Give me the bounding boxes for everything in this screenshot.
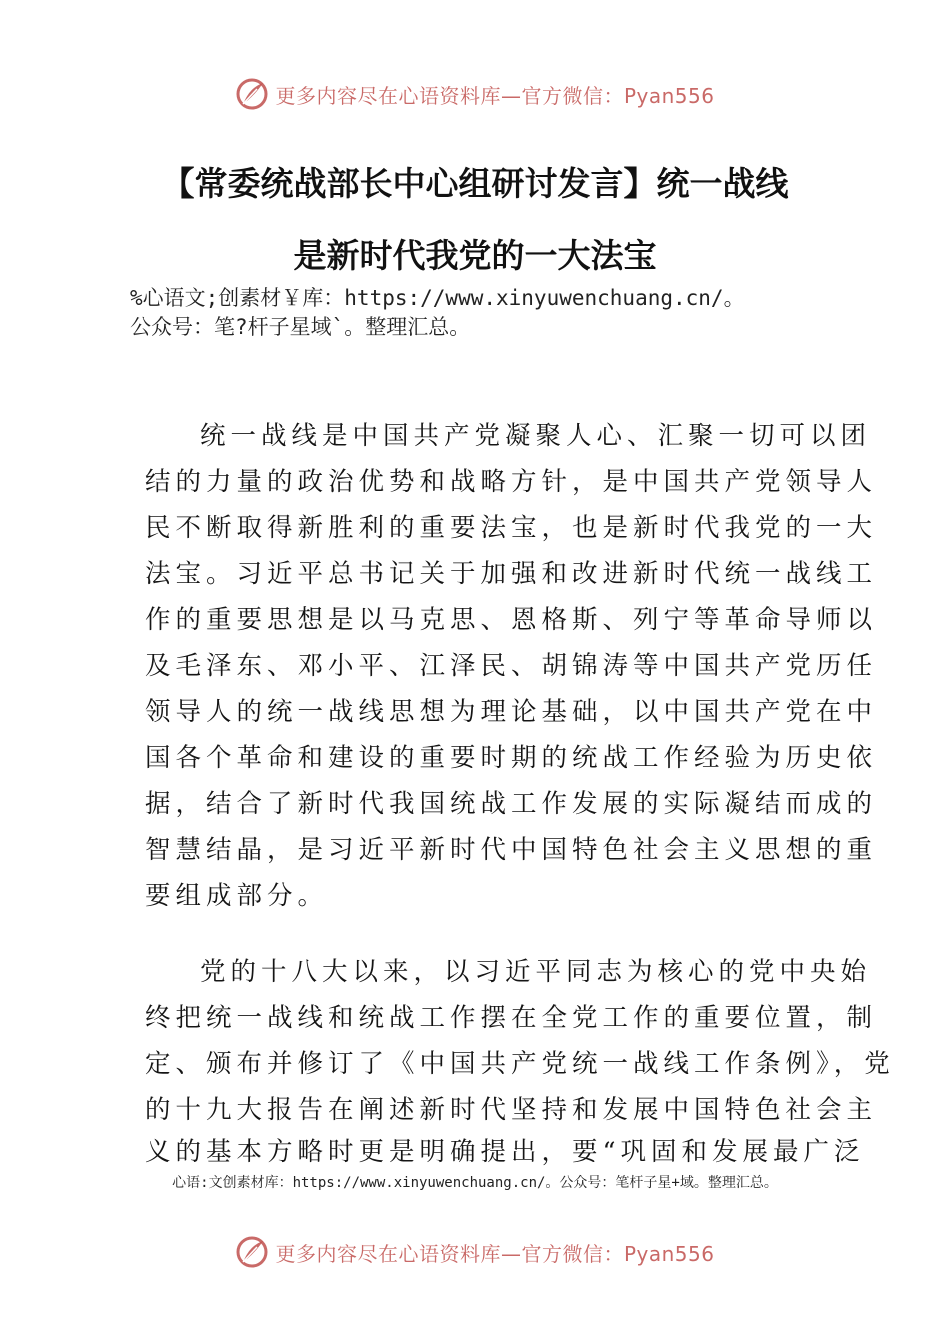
source-line-1: %心语文;创素材￥库：https://www.xinyuwenchuang.cn/。 xyxy=(130,286,745,310)
paragraph-line: 统一战线是中国共产党凝聚人心、汇聚一切可以团 xyxy=(200,421,872,451)
quill-leaf-logo-icon xyxy=(235,77,269,111)
paragraph-line: 民不断取得新胜利的重要法宝，也是新时代我党的一大 xyxy=(145,513,878,543)
source-line-2: 公众号：笔?杆子星域`。整理汇总。 xyxy=(130,315,471,339)
document-title-line-2: 是新时代我党的一大法宝 xyxy=(293,236,657,275)
header-banner-text: 更多内容尽在心语资料库—官方微信：Pyan556 xyxy=(275,83,715,108)
paragraph-line: 定、颁布并修订了《中国共产党统一战线工作条例》，党 xyxy=(145,1049,895,1079)
footer-source-line: 心语:文创素材库：https://www.xinyuwenchuang.cn/。公众号：笔杆子星+域。整理汇总。 xyxy=(172,1175,778,1191)
paragraph-line: 领导人的统一战线思想为理论基础，以中国共产党在中 xyxy=(145,697,878,727)
footer-banner xyxy=(0,1230,950,1274)
document-title-line-1: 【常委统战部长中心组研讨发言】统一战线 xyxy=(161,164,789,203)
header-banner xyxy=(0,72,950,116)
paragraph-line: 作的重要思想是以马克思、恩格斯、列宁等革命导师以 xyxy=(145,605,878,635)
paragraph-line: 的十九大报告在阐述新时代坚持和发展中国特色社会主 xyxy=(145,1095,878,1125)
paragraph-line: 法宝。习近平总书记关于加强和改进新时代统一战线工 xyxy=(145,559,878,589)
paragraph-line: 及毛泽东、邓小平、江泽民、胡锦涛等中国共产党历任 xyxy=(145,651,878,681)
paragraph-line: 终把统一战线和统战工作摆在全党工作的重要位置，制 xyxy=(145,1003,878,1033)
paragraph-line: 智慧结晶，是习近平新时代中国特色社会主义思想的重 xyxy=(145,835,878,865)
paragraph-line: 结的力量的政治优势和战略方针，是中国共产党领导人 xyxy=(145,467,878,497)
paragraph-line: 国各个革命和建设的重要时期的统战工作经验为历史依 xyxy=(145,743,878,773)
paragraph-line: 义的基本方略时更是明确提出，要“巩固和发展最广泛 xyxy=(145,1137,865,1167)
quill-leaf-logo-icon xyxy=(235,1235,269,1269)
footer-banner-text: 更多内容尽在心语资料库—官方微信：Pyan556 xyxy=(275,1241,715,1266)
paragraph-line: 党的十八大以来，以习近平同志为核心的党中央始 xyxy=(200,957,872,987)
paragraph-line: 要组成部分。 xyxy=(145,881,329,911)
paragraph-line: 据，结合了新时代我国统战工作发展的实际凝结而成的 xyxy=(145,789,878,819)
